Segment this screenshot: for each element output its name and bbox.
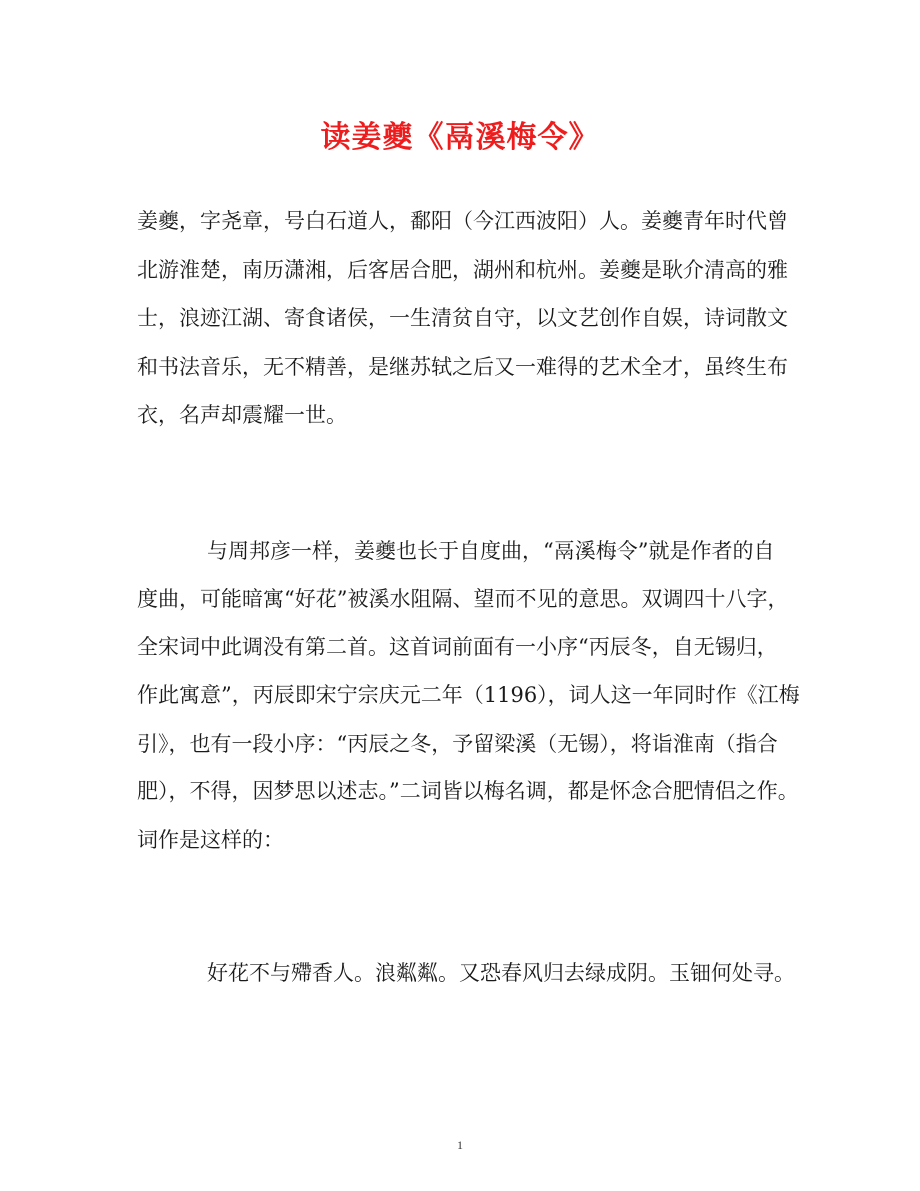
paragraph-line: 度曲，可能暗寓“好花”被溪水阻隔、望而不见的意思。双调四十八字， xyxy=(137,587,789,611)
paragraph-line: 引》，也有一段小序：“丙辰之冬，予留梁溪（无锡），将诣淮南（指合 xyxy=(137,732,778,756)
poem-line: 好花不与殢香人。浪粼粼。又恐春风归去绿成阴。玉钿何处寻。 xyxy=(207,961,795,985)
paragraph-line: 词作是这样的： xyxy=(137,828,284,852)
page-number: 1 xyxy=(457,1138,463,1152)
paragraph-line: 作此寓意”，丙辰即宋宁宗庆元二年（1196），词人这一年同时作《江梅 xyxy=(137,683,800,707)
paragraph-line: 士，浪迹江湖、寄食诸侯，一生清贫自守，以文艺创作自娱，诗词散文 xyxy=(137,306,788,330)
document-title: 读姜夔《鬲溪梅令》 xyxy=(320,120,600,155)
paragraph-line: 和书法音乐，无不精善，是继苏轼之后又一难得的艺术全才，虽终生布 xyxy=(137,355,788,379)
paragraph-line: 全宋词中此调没有第二首。这首词前面有一小序“丙辰冬，自无锡归， xyxy=(137,635,778,659)
paragraph-line: 与周邦彦一样，姜夔也长于自度曲，“鬲溪梅令”就是作者的自 xyxy=(207,539,775,563)
paragraph-line: 姜夔，字尧章，号白石道人，鄱阳（今江西波阳）人。姜夔青年时代曾 xyxy=(137,209,788,233)
paragraph-line: 肥），不得，因梦思以述志。”二词皆以梅名调，都是怀念合肥情侣之作。 xyxy=(137,779,799,803)
paragraph-line: 衣，名声却震耀一世。 xyxy=(137,403,347,427)
paragraph-line: 北游淮楚，南历潇湘，后客居合肥，湖州和杭州。姜夔是耿介清高的雅 xyxy=(137,258,788,282)
